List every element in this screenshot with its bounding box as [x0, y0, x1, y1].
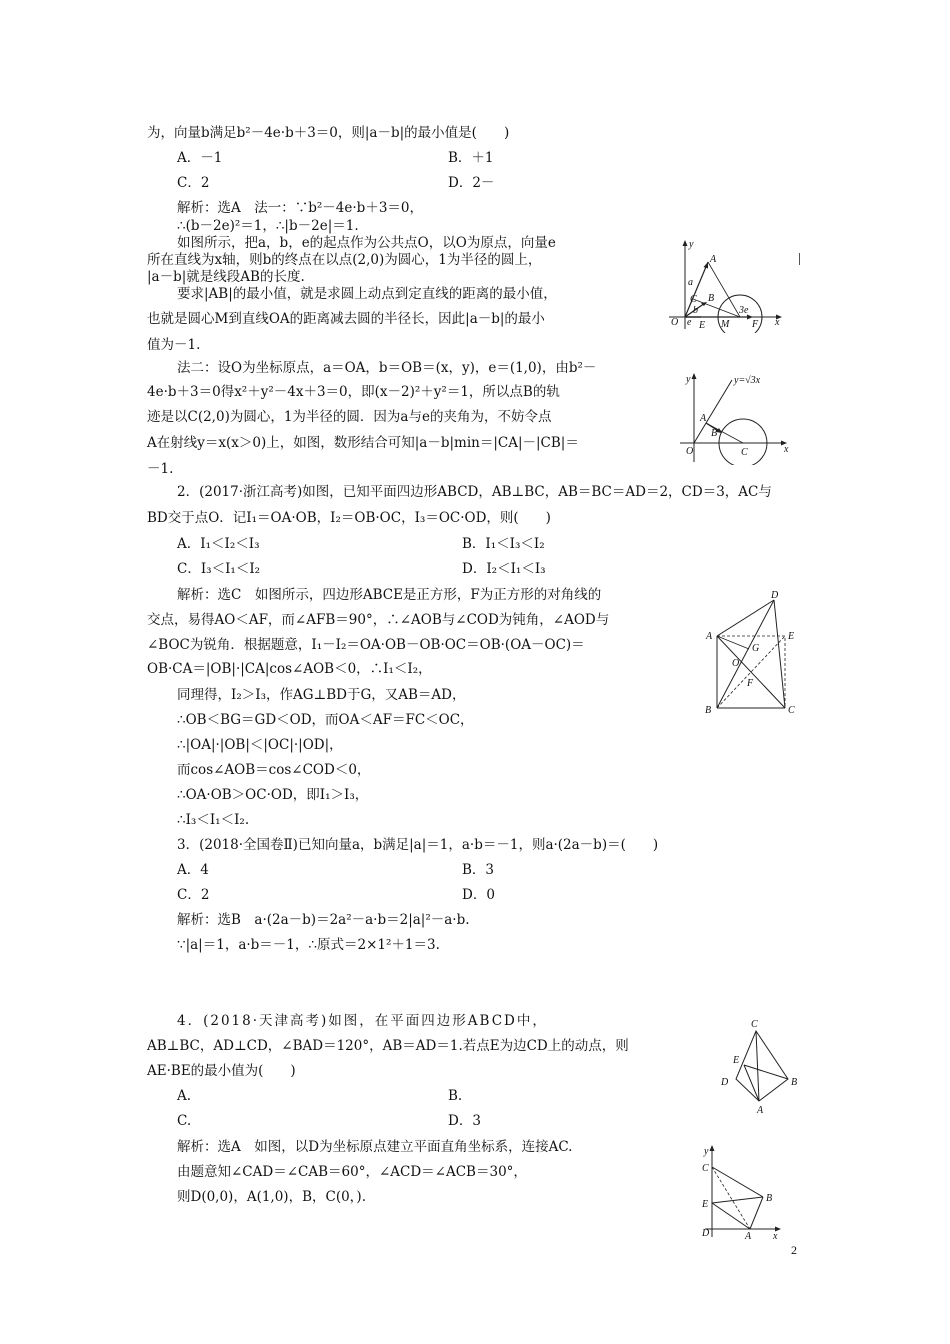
fig3-label-C: C [788, 705, 795, 716]
text-line: 4．(2018·天津高考)如图，在平面四边形ABCD中， [177, 1013, 548, 1029]
text-line: A．4 [177, 862, 209, 878]
text-line: |a－b|就是线段AB的长度. [147, 269, 305, 285]
fig2-label-y: y [686, 374, 691, 385]
text-line: B. [448, 1088, 463, 1104]
text-line: 而cos∠AOB＝cos∠COD＜0， [177, 762, 371, 778]
fig1-label-B: B [708, 293, 715, 304]
text-line: 同理得，I₂＞I₃，作AG⊥BD于G，又AB＝AD， [177, 687, 466, 703]
fig2-label-A: A [700, 413, 707, 424]
fig4-label-E: E [733, 1055, 740, 1066]
fig1-label-e3: 3e [739, 305, 749, 316]
text-line: 4e·b＋3＝0得x²＋y²－4x＋3＝0，即(x－2)²＋y²＝1，所以点B的轨 [147, 384, 560, 400]
fig3-label-G: G [752, 643, 760, 654]
text-line: 值为－1. [147, 337, 201, 353]
text-line: ∴OB＜BG＝GD＜OD，而OA＜AF＝FC＜OC， [177, 712, 474, 728]
fig1-label-M: M [721, 319, 730, 330]
text-line: D．I₂＜I₁＜I₃ [462, 561, 546, 577]
text-line: 迹是以C(2,0)为圆心，1为半径的圆．因为a与e的夹角为，不妨令点 [147, 409, 552, 425]
text-line: D．0 [462, 887, 495, 903]
fig2-label-eq: y=√3x [734, 375, 761, 386]
fig2-label-x: x [784, 444, 789, 455]
text-line: AB⊥BC，AD⊥CD，∠BAD＝120°，AB＝AD＝1.若点E为边CD上的动点，则 [147, 1038, 629, 1054]
text-line: 所在直线为x轴，则b的终点在以点(2,0)为圆心，1为半径的圆上， [147, 252, 542, 268]
text-line: 则D(0,0)，A(1,0)，B，C(0，). [177, 1189, 366, 1205]
text-line: C．I₃＜I₁＜I₂ [177, 561, 261, 577]
fig5-label-y: y [704, 1146, 709, 1157]
fig1-label-b: b [693, 305, 698, 316]
fig4-label-B: B [791, 1077, 798, 1088]
text-line: C．2 [177, 887, 210, 903]
text-line: －1. [147, 461, 174, 477]
text-line: BD交于点O．记I₁＝OA·OB，I₂＝OB·OC，I₃＝OC·OD，则( ) [147, 510, 551, 526]
text-line: A．－1 [177, 150, 223, 166]
text-line: 3．(2018·全国卷Ⅱ)已知向量a，b满足|a|＝1，a·b＝－1，则a·(2a－b)＝( ) [177, 837, 659, 853]
text-line: 解析：选B a·(2a－b)＝2a²－a·b＝2|a|²－a·b. [177, 912, 470, 928]
text-line: D．3 [448, 1113, 481, 1129]
fig5-label-B: B [766, 1193, 773, 1204]
fig3-label-A: A [706, 631, 713, 642]
text-line: 也就是圆心M到直线OA的距离减去圆的半径长，因此|a－b|的最小 [147, 311, 545, 327]
fig2-label-C: C [741, 447, 748, 458]
fig5-label-D: D [702, 1228, 710, 1239]
text-line: 如图所示，把a，b，e的起点作为公共点O，以O为原点，向量e [177, 235, 556, 251]
text-line: B．I₁＜I₃＜I₂ [462, 536, 545, 552]
figure-vector-circle [655, 237, 785, 333]
text-line: C．2 [177, 175, 210, 191]
text-line: A在射线y＝x(x＞0)上，如图，数形结合可知|a－b|min＝|CA|－|CB|＝ [147, 435, 579, 451]
fig2-label-O: O [686, 446, 694, 457]
text-line: ∴I₃＜I₁＜I₂. [177, 812, 250, 828]
text-line: ∴(b－2e)²＝1，∴|b－2e|＝1. [177, 218, 359, 234]
text-line: 交点，易得AO＜AF，而∠AFB＝90°，∴∠AOB与∠COD为钝角，∠AOD与 [147, 612, 610, 628]
text-line: ∠BOC为锐角．根据题意，I₁－I₂＝OA·OB－OB·OC＝OB·(OA－OC)＝ [147, 637, 585, 653]
text-line: 解析：选A 如图，以D为坐标原点建立平面直角坐标系，连接AC. [177, 1139, 573, 1155]
text-line: ∴|OA|·|OB|＜|OC|·|OD|， [177, 737, 343, 753]
fig3-label-O: O [732, 658, 740, 669]
fig1-label-F: F [752, 319, 759, 330]
text-line: OB·CA＝|OB|·|CA|cos∠AOB＜0，∴I₁＜I₂， [147, 661, 432, 677]
text-line: 2．(2017·浙江高考)如图，已知平面四边形ABCD，AB⊥BC，AB＝BC＝AD＝2，CD＝3，AC与 [177, 484, 772, 500]
text-line: B．3 [462, 862, 495, 878]
fig3-label-D: D [771, 590, 779, 601]
fig4-label-D: D [721, 1077, 729, 1088]
fig1-label-y: y [689, 239, 694, 250]
fig1-label-E: E [699, 320, 706, 331]
fig4-label-C: C [751, 1019, 758, 1030]
fig5-label-x: x [773, 1231, 778, 1242]
fig3-label-F: F [747, 678, 754, 689]
margin-mark [799, 253, 800, 265]
fig1-label-O: O [671, 317, 679, 328]
text-line: B．＋1 [448, 150, 494, 166]
text-line: 由题意知∠CAD＝∠CAB＝60°，∠ACD＝∠ACB＝30°， [177, 1164, 527, 1180]
text-line: 要求|AB|的最小值，就是求圆上动点到定直线的距离的最小值， [177, 286, 557, 302]
text-line: C. [177, 1113, 192, 1129]
fig2-label-B: B [711, 428, 718, 439]
page-number: 2 [791, 1243, 797, 1257]
fig1-label-A: A [710, 254, 717, 265]
fig1-label-x: x [775, 317, 780, 328]
text-line: D．2－ [448, 175, 495, 191]
fig3-label-E: E [788, 631, 795, 642]
text-line: 解析：选C 如图所示，四边形ABCE是正方形，F为正方形的对角线的 [177, 587, 602, 603]
text-line: A. [177, 1088, 192, 1104]
figure-coordinate-quadrilateral [700, 1142, 785, 1242]
text-line: 为，向量b满足b²－4e·b＋3＝0，则|a－b|的最小值是( ) [147, 125, 510, 141]
figure-quadrilateral-abcd [700, 585, 805, 720]
figure-quadrilateral-e [715, 1015, 815, 1119]
text-line: A．I₁＜I₂＜I₃ [177, 536, 260, 552]
figure-ray-circle [676, 370, 796, 465]
fig3-label-B: B [705, 705, 712, 716]
text-line: 解析：选A 法一：∵b²－4e·b＋3＝0， [177, 200, 423, 216]
text-line: AE·BE的最小值为( ) [147, 1063, 296, 1079]
text-line: ∵|a|＝1，a·b＝－1，∴原式＝2×1²＋1＝3. [177, 937, 440, 953]
text-line: 法二：设O为坐标原点，a＝OA，b＝OB＝(x，y)，e＝(1,0)，由b²－ [177, 360, 597, 376]
fig5-label-A: A [745, 1231, 752, 1242]
fig5-label-E: E [702, 1199, 709, 1210]
fig5-label-C: C [702, 1163, 709, 1174]
fig4-label-A: A [757, 1105, 764, 1116]
text-line: ∴OA·OB＞OC·OD，即I₁＞I₃， [177, 787, 369, 803]
fig1-label-C: C [690, 294, 697, 305]
fig1-label-e: e [687, 317, 692, 328]
fig1-label-a: a [688, 277, 693, 288]
